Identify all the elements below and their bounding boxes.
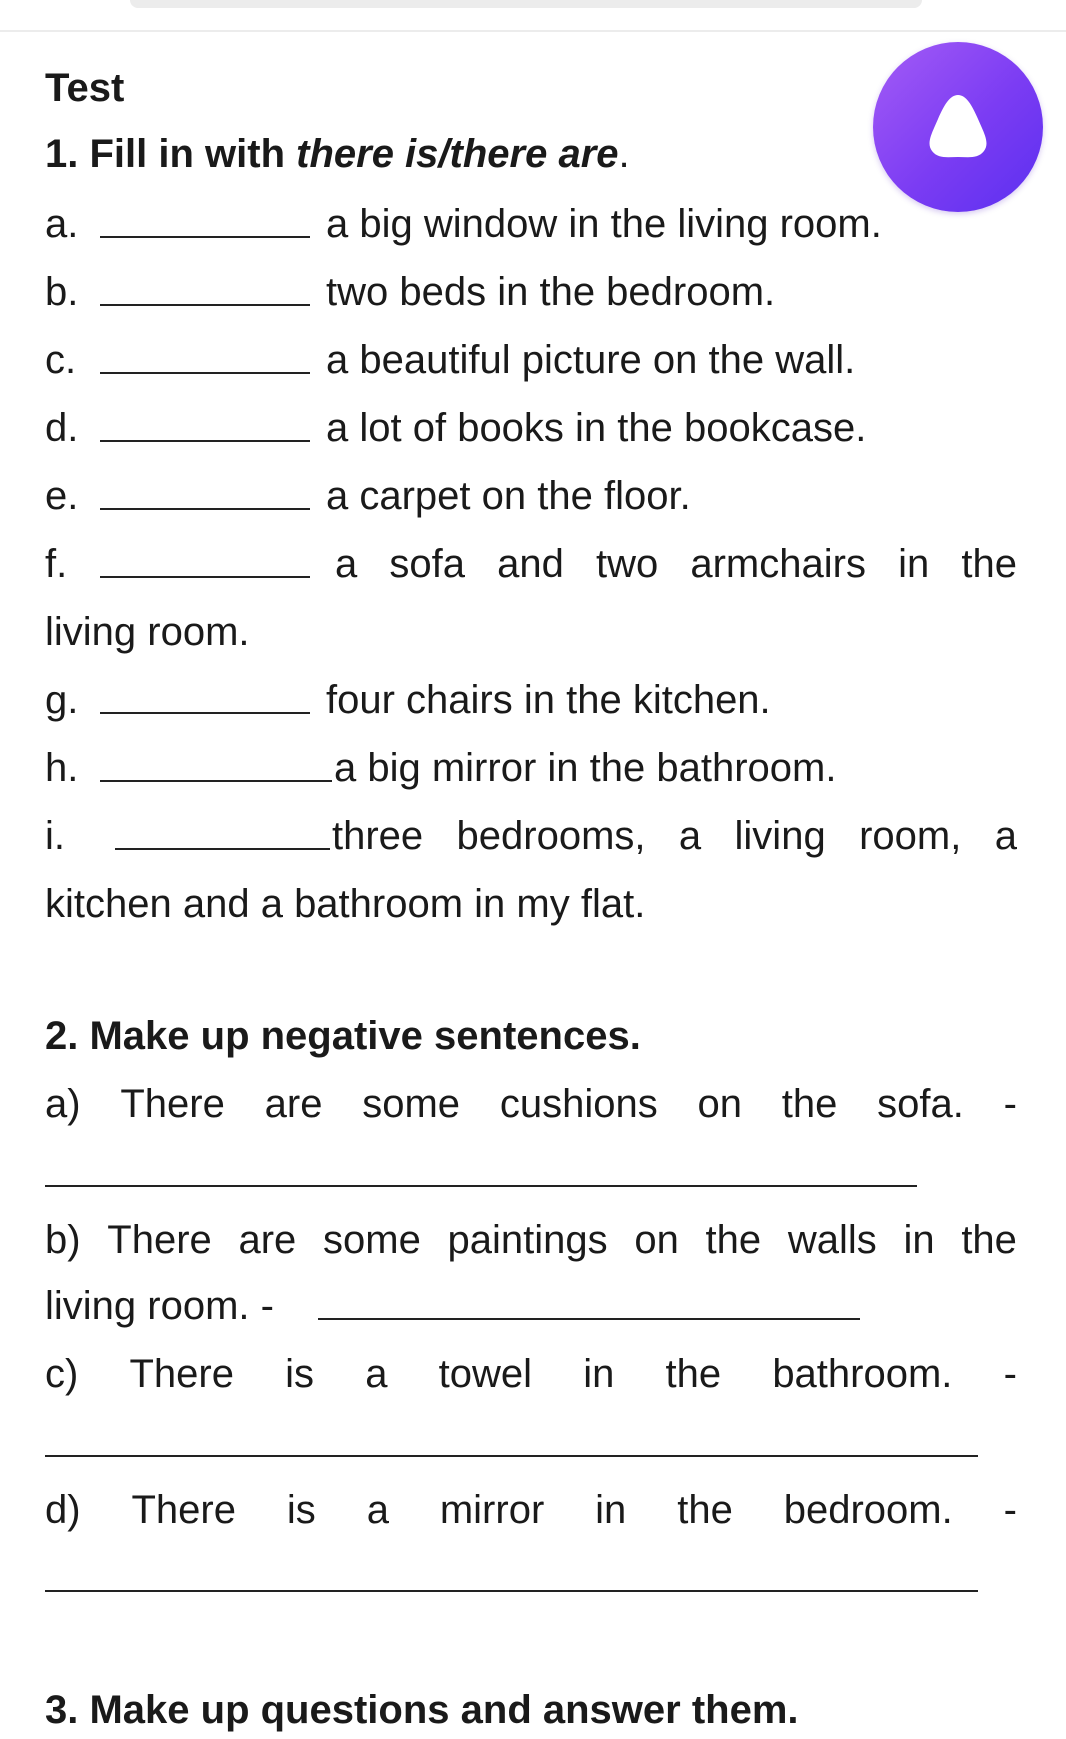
neg-b-text: b) There are some paintings on the walls in the	[45, 1218, 1017, 1262]
item-b-text: two beds in the bedroom.	[326, 270, 776, 314]
item-b-letter: b.	[45, 270, 79, 314]
item-e-blank[interactable]	[100, 508, 310, 510]
item-a-letter: a.	[45, 202, 79, 246]
section-1-heading: 1. Fill in with there is/there are.	[45, 132, 630, 176]
item-h-text: a big mirror in the bathroom.	[334, 746, 837, 790]
item-g-letter: g.	[45, 678, 79, 722]
item-c-text: a beautiful picture on the wall.	[326, 338, 856, 382]
assistant-button[interactable]	[873, 42, 1043, 212]
section-3-heading: 3. Make up questions and answer them.	[45, 1688, 799, 1732]
browser-toolbar	[130, 0, 922, 8]
neg-d-blank[interactable]	[45, 1590, 978, 1592]
assistant-icon	[918, 87, 998, 167]
neg-c-blank[interactable]	[45, 1455, 978, 1457]
header-divider	[0, 30, 1066, 32]
item-h-letter: h.	[45, 746, 79, 790]
neg-d-text: d) There is a mirror in the bedroom. -	[45, 1488, 1017, 1532]
neg-a-blank[interactable]	[45, 1185, 917, 1187]
item-e-text: a carpet on the floor.	[326, 474, 691, 518]
item-i-letter: i.	[45, 814, 65, 858]
item-a-blank[interactable]	[100, 236, 310, 238]
section-2-heading: 2. Make up negative sentences.	[45, 1014, 641, 1058]
item-a-text: a big window in the living room.	[326, 202, 882, 246]
item-c-blank[interactable]	[100, 372, 310, 374]
item-c-letter: c.	[45, 338, 77, 382]
item-f-continuation: living room.	[45, 610, 250, 654]
item-b-blank[interactable]	[100, 304, 310, 306]
item-i-blank[interactable]	[115, 848, 330, 850]
neg-b-continuation: living room. -	[45, 1284, 274, 1328]
neg-a-text: a) There are some cushions on the sofa. -	[45, 1082, 1017, 1126]
item-i-text: three bedrooms, a living room, a	[332, 814, 1017, 858]
item-e-letter: e.	[45, 474, 79, 518]
neg-b-blank[interactable]	[318, 1318, 860, 1320]
item-d-blank[interactable]	[100, 440, 310, 442]
item-d-letter: d.	[45, 406, 79, 450]
page-title: Test	[45, 66, 125, 110]
item-d-text: a lot of books in the bookcase.	[326, 406, 867, 450]
item-h-blank[interactable]	[100, 780, 332, 782]
item-f-text: a sofa and two armchairs in the	[335, 542, 1017, 586]
item-f-blank[interactable]	[100, 576, 310, 578]
item-f-letter: f.	[45, 542, 68, 586]
neg-c-text: c) There is a towel in the bathroom. -	[45, 1352, 1017, 1396]
item-i-continuation: kitchen and a bathroom in my flat.	[45, 882, 646, 926]
item-g-text: four chairs in the kitchen.	[326, 678, 771, 722]
item-g-blank[interactable]	[100, 712, 310, 714]
